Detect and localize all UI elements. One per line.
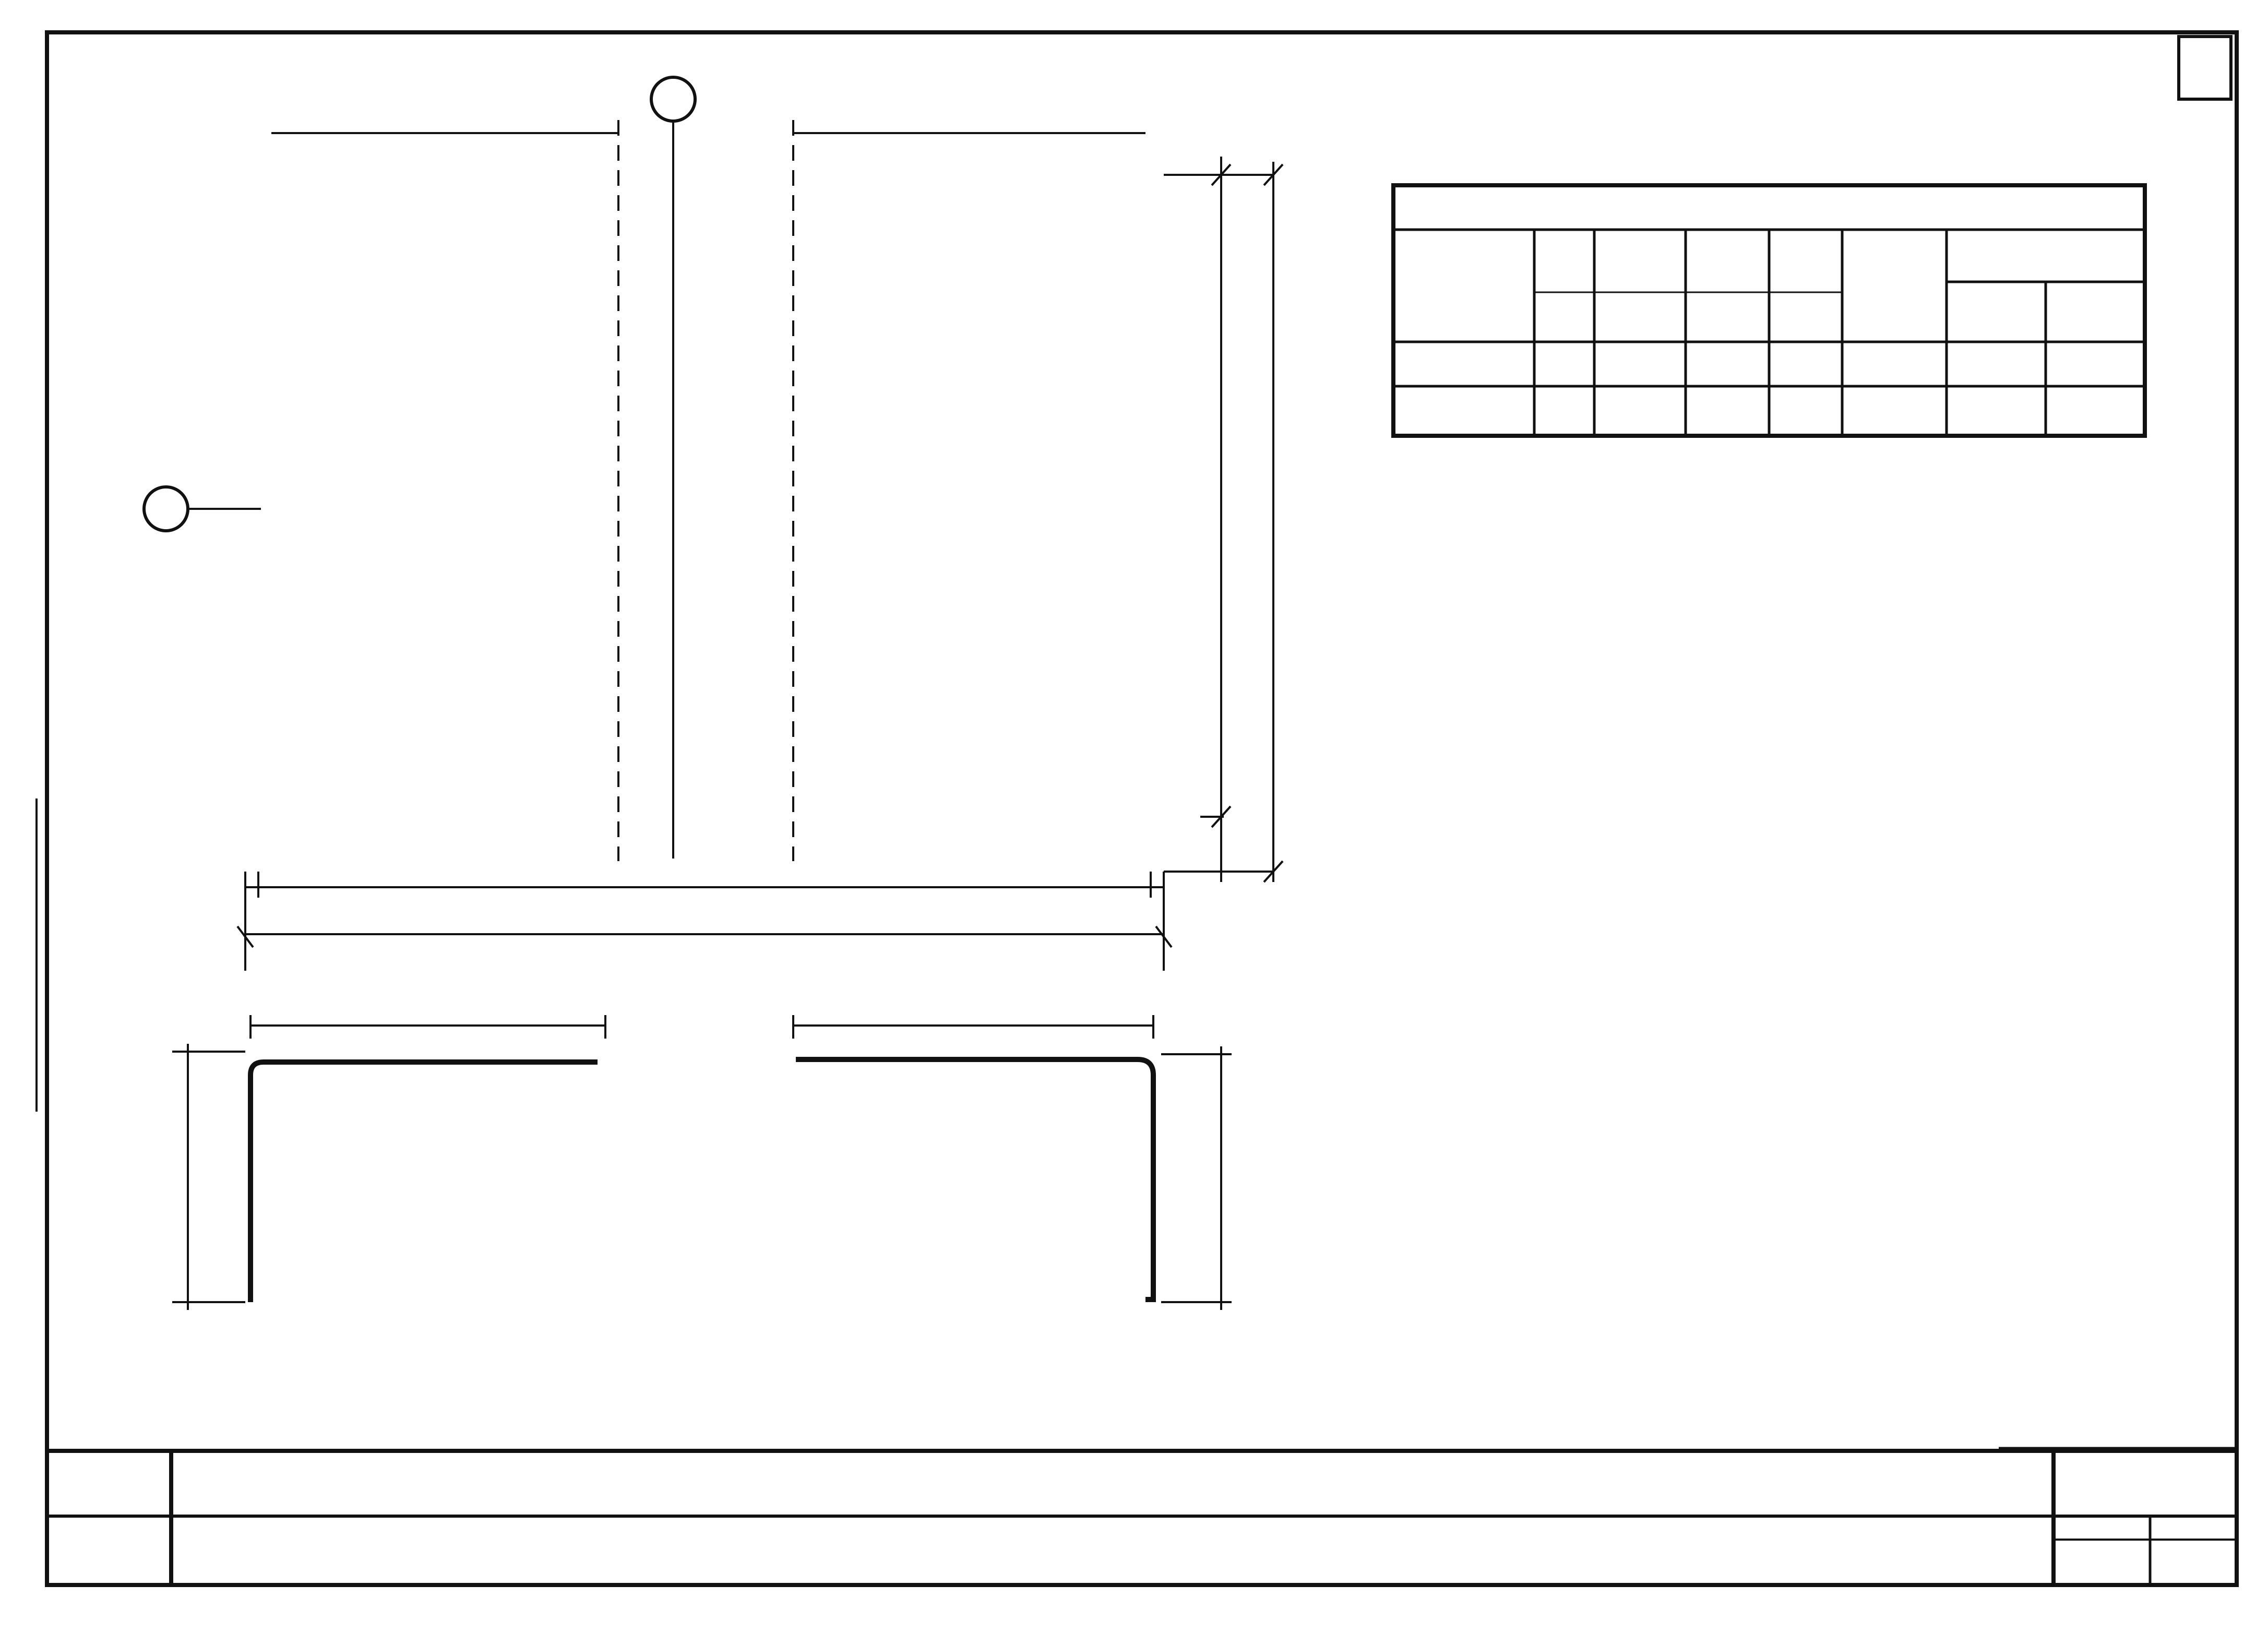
callout-1 bbox=[651, 77, 695, 121]
callout-2 bbox=[144, 487, 188, 531]
